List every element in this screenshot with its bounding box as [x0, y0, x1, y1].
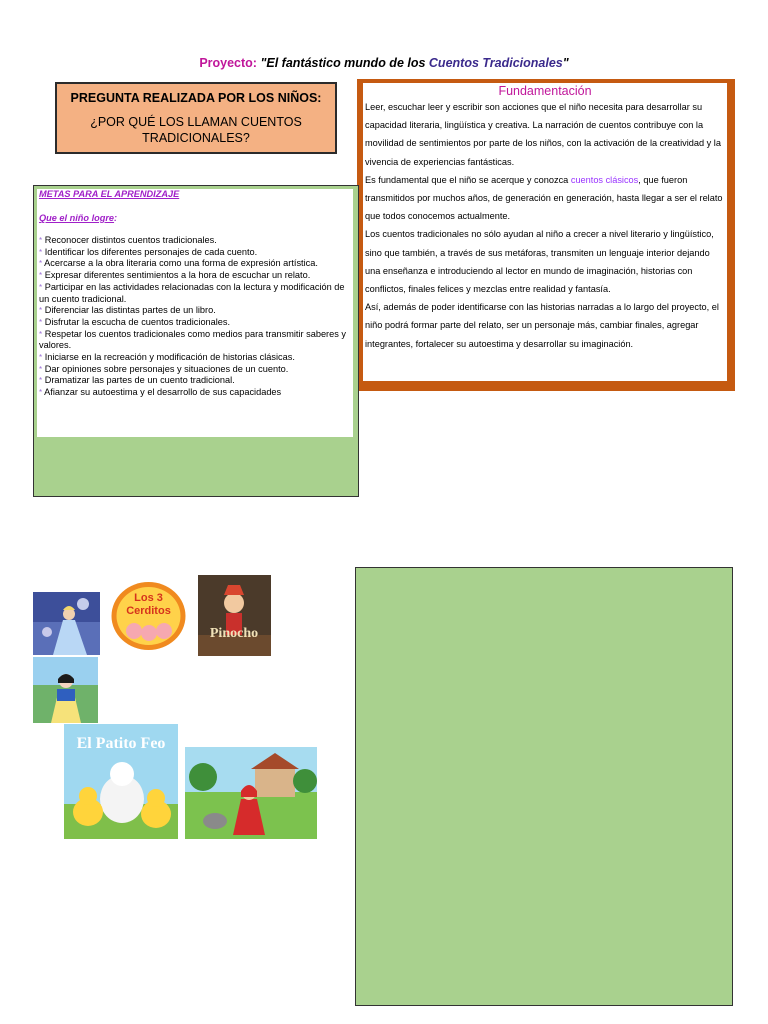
metas-item-text: Iniciarse en la recreación y modificación de historias clásicas. [44, 352, 295, 363]
fund-p2-post: , que fueron transmitidos por muchos años, de generación en generación, hasta llegar a ser el relato que todos conocemos actualmente. [365, 174, 723, 222]
metas-item [39, 270, 355, 282]
project-label: Proyecto: [199, 56, 257, 70]
fundamentacion-paragraph-1: Leer, escuchar leer y escribir son acciones que el niño necesita para desarrollar su capacidad literaria, lingüística y creativa. La narración de cuentos contribuye con la movilidad de sentimientos por parte de los niños, con la activación de la creatividad y la vivencia de experiencias fantásticas. [365, 102, 721, 167]
fund-p2-pre: Es fundamental que el niño se acerque y conozca [365, 174, 571, 185]
fundamentacion-paragraph-2 [365, 171, 725, 226]
cinderella-image [33, 592, 100, 655]
tres-cerditos-image [110, 581, 187, 651]
bullet-icon: * [39, 306, 43, 316]
bullet-icon: * [39, 282, 43, 292]
caperucita-image [185, 747, 317, 839]
metas-item [39, 247, 355, 259]
metas-item-text: Acercarse a la obra literaria como una forma de expresión artística. [44, 258, 318, 269]
metas-item [39, 258, 355, 270]
metas-item-text: Disfrutar la escucha de cuentos tradicionales. [44, 316, 231, 327]
fundamentacion-paragraph-3: Los cuentos tradicionales no sólo ayudan al niño a crecer a nivel literario y lingüístico, sino que también, a través de sus metáforas, transmiten un lenguaje interior dejando una enseñanza e introduciendo al lector en mundo de imaginación, historias con conflictos, finales felices y mezclas entre realidad y fantasía. [365, 229, 714, 295]
metas-item-text: Reconocer distintos cuentos tradicionales. [44, 235, 217, 245]
metas-item-text: Dar opiniones sobre personajes y situaciones de un cuento. [44, 363, 289, 374]
metas-item-text: Dramatizar las partes de un cuento tradicional. [44, 375, 235, 386]
metas-item [39, 387, 355, 399]
metas-sub-text: Que el niño logre [39, 213, 115, 223]
fund-p2-highlight: cuentos clásicos [570, 174, 639, 185]
bullet-icon: * [39, 376, 43, 386]
bullet-icon: * [39, 388, 43, 398]
empty-green-box [355, 567, 733, 1006]
metas-heading: METAS PARA EL APRENDIZAJE [39, 189, 180, 199]
fundamentacion-text [363, 98, 727, 353]
patito-title: El Patito Feo [76, 735, 166, 752]
metas-item-text: Identificar los diferentes personajes de cada cuento. [44, 246, 258, 257]
project-title-highlight: Cuentos Tradicionales [428, 56, 563, 70]
metas-item [39, 329, 355, 352]
metas-item [39, 305, 355, 317]
metas-item-text: Afianzar su autoestima y el desarrollo de sus capacidades [44, 387, 282, 398]
metas-item [39, 352, 355, 364]
bullet-icon: * [39, 259, 43, 269]
fundamentacion-title: Fundamentación [498, 84, 592, 98]
project-title-suffix: " [562, 56, 569, 70]
question-header: PREGUNTA REALIZADA POR LOS NIÑOS: [70, 91, 322, 105]
bullet-icon: * [39, 364, 43, 374]
metas-item [39, 282, 355, 305]
project-title [0, 56, 768, 70]
metas-item [39, 375, 355, 387]
bullet-icon: * [39, 247, 43, 257]
snow-white-image [33, 657, 98, 723]
metas-item-text: Diferenciar las distintas partes de un libro. [44, 305, 216, 316]
metas-content [39, 189, 355, 399]
metas-sub-colon: : [114, 213, 118, 223]
patito-feo-image [64, 724, 178, 839]
metas-item [39, 235, 355, 247]
metas-item [39, 317, 355, 329]
bullet-icon: * [39, 353, 43, 363]
project-title-prefix: "El fantástico mundo de los [260, 56, 429, 70]
bullet-icon: * [39, 271, 43, 281]
bullet-icon: * [39, 317, 43, 327]
fundamentacion-box [357, 79, 735, 391]
metas-item-text: Expresar diferentes sentimientos a la hora de escuchar un relato. [44, 270, 311, 281]
bullet-icon: * [39, 236, 43, 245]
metas-subheading [39, 213, 355, 223]
tres-cerditos-line2: Cerditos [126, 605, 171, 617]
metas-item [39, 364, 355, 376]
metas-list [39, 235, 355, 399]
bullet-icon: * [39, 329, 43, 339]
tres-cerditos-line1: Los 3 [134, 592, 163, 604]
metas-item-text: Participar en las actividades relacionadas con la lectura y modificación de un cuento tradicional. [39, 281, 345, 304]
question-text: ¿POR QUÉ LOS LLAMAN CUENTOS TRADICIONALES? [90, 115, 302, 145]
metas-item-text: Respetar los cuentos tradicionales como medios para transmitir saberes y valores. [39, 328, 346, 351]
fundamentacion-paragraph-4: Así, además de poder identificarse con las historias narradas a lo largo del proyecto, el niño podrá formar parte del relato, ser un personaje más, cambiar finales, agregar integrantes, fortalecer su autoestima y desarrollar su imaginación. [365, 302, 719, 349]
question-box [55, 82, 337, 154]
pinocho-title: Pinocho [209, 626, 259, 641]
metas-box [33, 185, 359, 497]
pinocho-image [198, 575, 271, 656]
fundamentacion-inner [363, 83, 727, 381]
